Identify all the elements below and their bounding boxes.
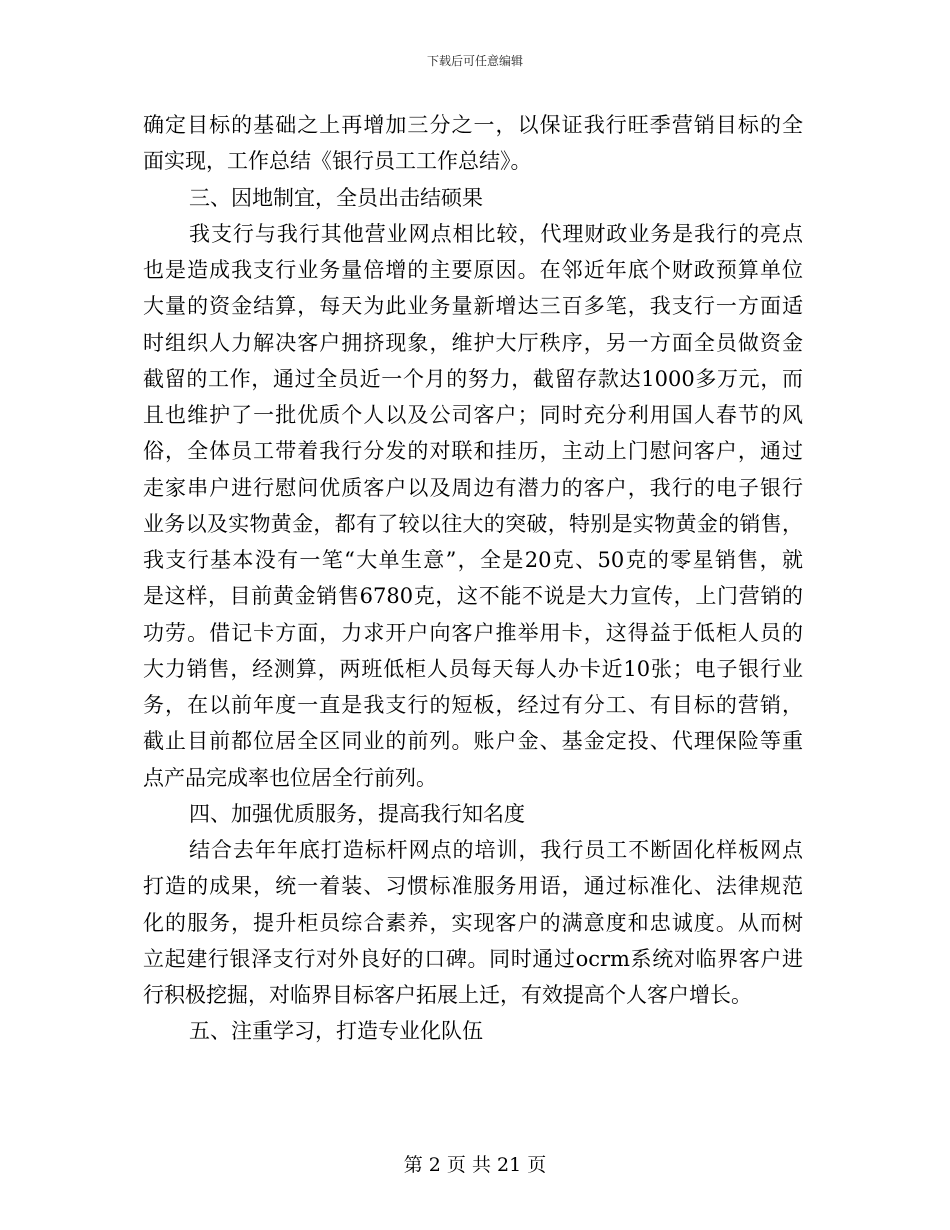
body-text-line: 化的服务，提升柜员综合素养，实现客户的满意度和忠诚度。从而树 — [143, 910, 803, 935]
body-text-line: 也是造成我支行业务量倍增的主要原因。在邻近年底个财政预算单位 — [143, 258, 803, 282]
body-text-line: 是这样，目前黄金销售6780克，这不能不说是大力宣传，上门营销的 — [143, 584, 803, 609]
body-text-line: 确定目标的基础之上再增加三分之一，以保证我行旺季营销目标的全 — [143, 113, 803, 137]
body-text-line: 时组织人力解决客户拥挤现象，维护大厅秩序，另一方面全员做资金 — [143, 330, 803, 355]
body-text-line: 业务以及实物黄金，都有了较以往大的突破，特别是实物黄金的销售， — [143, 511, 803, 536]
section-heading-line: 五、注重学习，打造专业化队伍 — [189, 1019, 483, 1044]
body-text-line: 结合去年年底打造标杆网点的培训，我行员工不断固化样板网点 — [189, 838, 803, 862]
section-heading-line: 四、加强优质服务，提高我行知名度 — [189, 801, 525, 826]
body-text-line: 点产品完成率也位居全行前列。 — [143, 765, 437, 790]
page-number-footer: 第 2 页 共 21 页 — [403, 1154, 547, 1176]
body-text-line: 截留的工作，通过全员近一个月的努力，截留存款达1000多万元，而 — [143, 366, 803, 391]
body-text-line: 面实现，工作总结《银行员工工作总结》。 — [143, 149, 532, 174]
body-text-line: 打造的成果，统一着装、习惯标准服务用语，通过标准化、法律规范 — [143, 874, 803, 899]
body-text-line: 截止目前都位居全区同业的前列。账户金、基金定投、代理保险等重 — [143, 729, 803, 754]
body-text-line: 功劳。借记卡方面，力求开户向客户推举用卡，这得益于低柜人员的 — [143, 620, 803, 645]
body-text-line: 立起建行银泽支行对外良好的口碑。同时通过ocrm系统对临界客户进 — [143, 946, 803, 971]
body-text-line: 且也维护了一批优质个人以及公司客户；同时充分利用国人春节的风 — [143, 403, 803, 427]
body-text-line: 务，在以前年度一直是我支行的短板，经过有分工、有目标的营销， — [143, 693, 803, 717]
body-text-line: 我支行基本没有一笔“大单生意”，全是20克、50克的零星销售，就 — [143, 548, 803, 572]
section-heading-line: 三、因地制宜，全员出击结硕果 — [189, 185, 483, 210]
page-header-note: 下载后可任意编辑 — [426, 54, 523, 68]
body-text-line: 走家串户进行慰问优质客户以及周边有潜力的客户，我行的电子银行 — [143, 475, 803, 500]
body-text-line: 大量的资金结算，每天为此业务量新增达三百多笔，我支行一方面适 — [143, 294, 803, 319]
body-text-line: 我支行与我行其他营业网点相比较，代理财政业务是我行的亮点 — [189, 221, 803, 246]
document-body — [143, 107, 803, 1050]
body-text-line: 大力销售，经测算，两班低柜人员每天每人办卡近10张；电子银行业 — [143, 656, 803, 681]
body-text-line: 俗，全体员工带着我行分发的对联和挂历，主动上门慰问客户，通过 — [143, 439, 803, 464]
body-text-line: 行积极挖掘，对临界目标客户拓展上迁，有效提高个人客户增长。 — [143, 983, 752, 1007]
